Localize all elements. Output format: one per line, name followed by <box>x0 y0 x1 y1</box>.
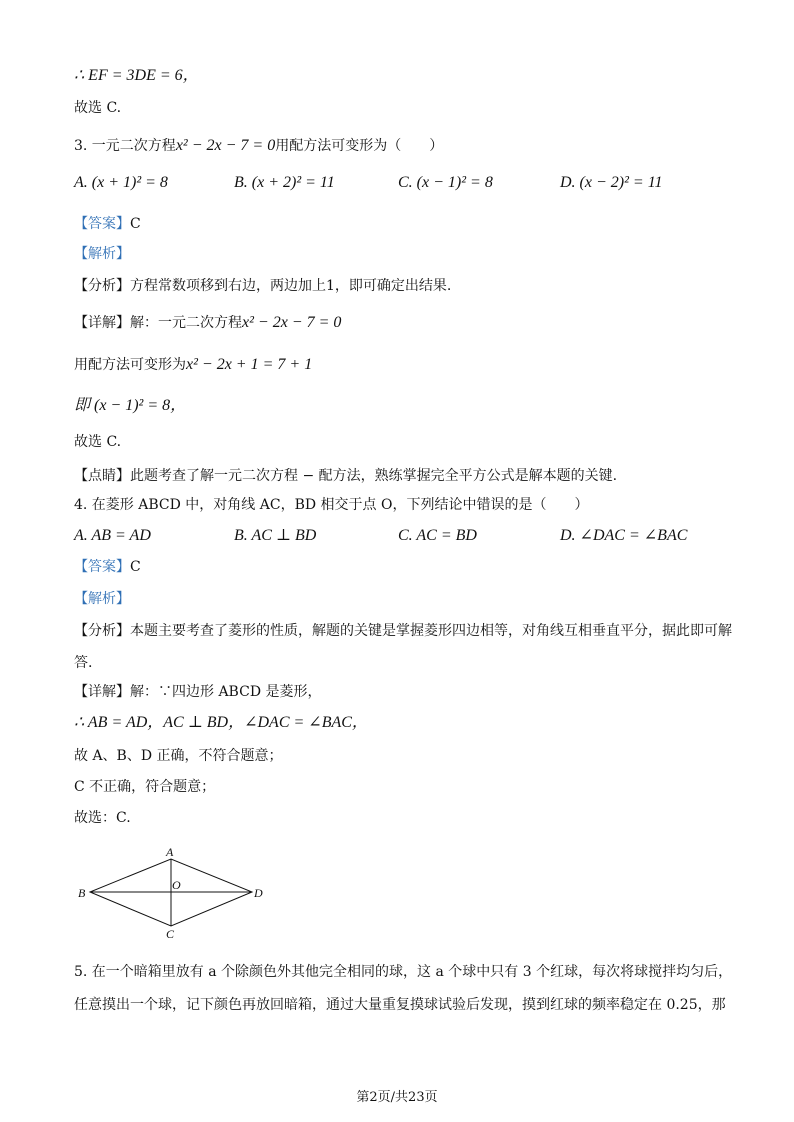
label-c: C <box>166 927 175 941</box>
question-4: 4. 在菱形 ABCD 中，对角线 AC，BD 相交于点 O，下列结论中错误的是（ ） <box>74 497 589 513</box>
label-a: A <box>166 845 174 859</box>
q4-option-a: A. AB = AD <box>74 527 151 544</box>
label-o: O <box>172 878 181 892</box>
jiexi-3: 【解析】 <box>74 246 130 262</box>
page-footer: 第2页/共23页 <box>356 1090 438 1105</box>
detail-3: 【详解】解：一元二次方程x² − 2x − 7 = 0 <box>74 314 342 331</box>
q4-option-d: D. ∠DAC = ∠BAC <box>560 527 688 544</box>
detail-4: 【详解】解：∵四边形 ABCD 是菱形， <box>74 684 322 700</box>
jiexi-4: 【解析】 <box>74 591 130 607</box>
q4-option-b: B. AC ⊥ BD <box>234 527 317 544</box>
detail-4-step1: ∴ AB = AD，AC ⊥ BD，∠DAC = ∠BAC， <box>74 714 368 731</box>
answer-4: 【答案】C <box>74 559 141 575</box>
dianjing-3: 【点睛】此题考查了解一元二次方程 − 配方法，熟练掌握完全平方公式是解本题的关键. <box>74 468 618 484</box>
question-3: 3. 一元二次方程x² − 2x − 7 = 0用配方法可变形为（ ） <box>74 137 444 154</box>
detail-3-step2: 即 (x − 1)² = 8， <box>74 397 187 414</box>
detail-4-step2: 故 A、B、D 正确，不符合题意； <box>74 748 283 764</box>
detail-4-step3: C 不正确，符合题意； <box>74 779 216 795</box>
question-5-line1: 5. 在一个暗箱里放有 a 个除颜色外其他完全相同的球，这 a 个球中只有 3 个红球，每次将球搅拌均匀后， <box>74 964 733 980</box>
q3-option-b: B. (x + 2)² = 11 <box>234 174 335 191</box>
choose-c-q3: 故选 C. <box>74 434 122 450</box>
answer-3: 【答案】C <box>74 216 141 232</box>
rhombus-figure <box>70 840 280 945</box>
detail-3-step1: 用配方法可变形为x² − 2x + 1 = 7 + 1 <box>74 356 313 373</box>
q3-option-c: C. (x − 1)² = 8 <box>398 174 493 191</box>
label-b: B <box>78 886 86 900</box>
analysis-4: 【分析】本题主要考查了菱形的性质，解题的关键是掌握菱形四边相等，对角线互相垂直平分，据此即可解 <box>74 623 732 639</box>
analysis-4-cont: 答. <box>74 655 93 671</box>
detail-4-step4: 故选：C. <box>74 810 131 826</box>
step-therefore-ef: ∴ EF = 3DE = 6， <box>74 67 199 84</box>
q3-option-d: D. (x − 2)² = 11 <box>560 174 663 191</box>
label-d: D <box>254 886 263 900</box>
choose-c-q2: 故选 C. <box>74 100 122 116</box>
q4-option-c: C. AC = BD <box>398 527 477 544</box>
analysis-3: 【分析】方程常数项移到右边，两边加上1，即可确定出结果. <box>74 278 452 294</box>
question-5-line2: 任意摸出一个球，记下颜色再放回暗箱，通过大量重复摸球试验后发现，摸到红球的频率稳定在 0.25，那 <box>74 997 726 1013</box>
q3-option-a: A. (x + 1)² = 8 <box>74 174 168 191</box>
